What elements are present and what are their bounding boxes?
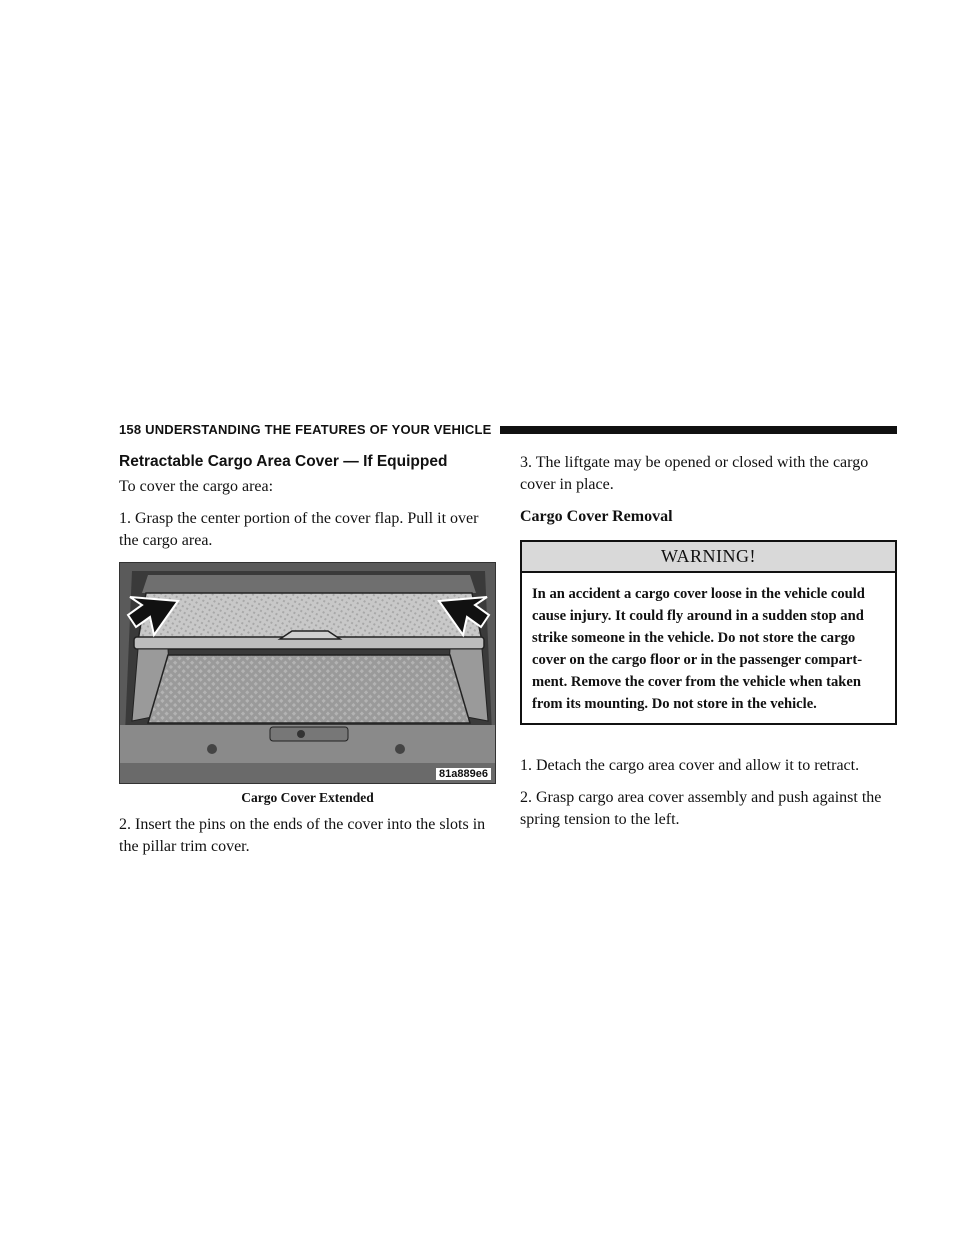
removal-step-1: 1. Detach the cargo area cover and allow it to retract. <box>520 757 860 774</box>
warning-text: In an accident a cargo cover loose in the vehicle could cause injury. It could fly around in a sudden stop and strike someone in the vehicle. Do not store the cargo cover on the cargo floor or in the passenger compart-ment. Remove the cover from the vehicle when taken from its mounting. Do not store in the vehicle. <box>532 586 865 712</box>
right-column <box>520 452 897 841</box>
figure-code: 81a889e6 <box>436 768 491 780</box>
warning-box <box>520 540 897 725</box>
section-heading: Retractable Cargo Area Cover — If Equipped <box>119 453 448 470</box>
page-number-title: 158 UNDERSTANDING THE FEATURES OF YOUR VEHICLE <box>119 421 492 437</box>
cargo-cover-illustration <box>119 562 496 784</box>
removal-step-2: 2. Grasp cargo area cover assembly and push against the spring tension to the left. <box>520 789 882 828</box>
intro-text: To cover the cargo area: <box>119 478 274 495</box>
removal-heading: Cargo Cover Removal <box>520 508 673 525</box>
step-2: 2. Insert the pins on the ends of the cover into the slots in the pillar trim cover. <box>119 816 486 855</box>
page-header <box>119 419 897 439</box>
cargo-area-drawing <box>120 563 496 784</box>
step-3: 3. The liftgate may be opened or closed with the cargo cover in place. <box>520 454 869 493</box>
header-rule <box>500 426 897 434</box>
warning-title: WARNING! <box>522 542 895 573</box>
step-1: 1. Grasp the center portion of the cover flap. Pull it over the cargo area. <box>119 510 479 549</box>
left-column <box>119 452 496 868</box>
figure-caption: Cargo Cover Extended <box>241 790 374 805</box>
